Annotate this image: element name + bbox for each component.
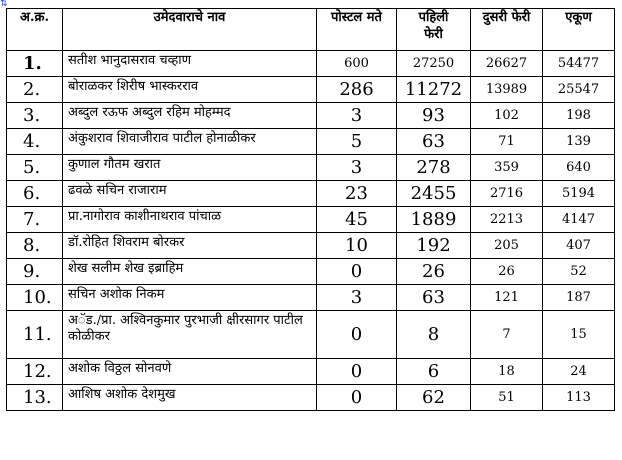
candidate-name-cell: बोराळकर शिरीष भास्करराव xyxy=(63,77,317,103)
table-header-row xyxy=(7,9,615,51)
candidate-name-cell: शेख सलीम शेख इब्राहिम xyxy=(63,259,317,285)
results-table xyxy=(6,8,615,411)
candidate-name-cell: प्रा.नागोराव काशीनाथराव पांचाळ xyxy=(63,207,317,233)
header-second-round: दुसरी फेरी xyxy=(471,9,543,51)
candidate-name-cell: अब्दुल रऊफ अब्दुल रहिम मोहम्मद xyxy=(63,103,317,129)
candidate-name-cell: अशोक विठ्ठल सोनवणे xyxy=(63,359,317,385)
second-round-cell: 18 xyxy=(471,359,543,385)
table-row xyxy=(7,155,615,181)
second-round-cell: 359 xyxy=(471,155,543,181)
table-row xyxy=(7,233,615,259)
header-first-round: पहिली फेरी xyxy=(397,9,471,51)
header-total: एकूण xyxy=(543,9,615,51)
candidate-name-cell: डॉ.रोहित शिवराम बोरकर xyxy=(63,233,317,259)
second-round-cell: 51 xyxy=(471,385,543,411)
candidate-name-cell: कुणाल गौतम खरात xyxy=(63,155,317,181)
serial-cell: 4. xyxy=(7,129,63,155)
header-candidate-name: उमेदवाराचे नाव xyxy=(63,9,317,51)
serial-cell: 7. xyxy=(7,207,63,233)
first-round-cell: 26 xyxy=(397,259,471,285)
total-cell: 15 xyxy=(543,311,615,359)
second-round-cell: 205 xyxy=(471,233,543,259)
first-round-cell: 1889 xyxy=(397,207,471,233)
first-round-cell: 2455 xyxy=(397,181,471,207)
table-row xyxy=(7,311,615,359)
postal-votes-cell: 3 xyxy=(317,155,397,181)
candidate-name-cell: अंकुशराव शिवाजीराव पाटील होनाळीकर xyxy=(63,129,317,155)
first-round-cell: 27250 xyxy=(397,51,471,77)
first-round-cell: 6 xyxy=(397,359,471,385)
postal-votes-cell: 600 xyxy=(317,51,397,77)
postal-votes-cell: 0 xyxy=(317,359,397,385)
postal-votes-cell: 10 xyxy=(317,233,397,259)
candidate-name-cell: आशिष अशोक देशमुख xyxy=(63,385,317,411)
table-row xyxy=(7,77,615,103)
candidate-name-cell: अॅड./प्रा. अश्विनकुमार पुरभाजी क्षीरसागर पाटील कोळीकर xyxy=(63,311,317,359)
second-round-cell: 26627 xyxy=(471,51,543,77)
table-row xyxy=(7,51,615,77)
postal-votes-cell: 0 xyxy=(317,259,397,285)
serial-cell: 9. xyxy=(7,259,63,285)
first-round-cell: 8 xyxy=(397,311,471,359)
postal-votes-cell: 3 xyxy=(317,103,397,129)
first-round-cell: 63 xyxy=(397,129,471,155)
total-cell: 4147 xyxy=(543,207,615,233)
total-cell: 25547 xyxy=(543,77,615,103)
candidate-name-cell: सचिन अशोक निकम xyxy=(63,285,317,311)
second-round-cell: 71 xyxy=(471,129,543,155)
postal-votes-cell: 286 xyxy=(317,77,397,103)
total-cell: 187 xyxy=(543,285,615,311)
serial-cell: 13. xyxy=(7,385,63,411)
first-round-cell: 278 xyxy=(397,155,471,181)
first-round-cell: 192 xyxy=(397,233,471,259)
total-cell: 407 xyxy=(543,233,615,259)
total-cell: 24 xyxy=(543,359,615,385)
table-row xyxy=(7,103,615,129)
postal-votes-cell: 23 xyxy=(317,181,397,207)
second-round-cell: 121 xyxy=(471,285,543,311)
postal-votes-cell: 0 xyxy=(317,311,397,359)
total-cell: 198 xyxy=(543,103,615,129)
header-postal-votes: पोस्टल मते xyxy=(317,9,397,51)
second-round-cell: 102 xyxy=(471,103,543,129)
postal-votes-cell: 5 xyxy=(317,129,397,155)
postal-votes-cell: 0 xyxy=(317,385,397,411)
second-round-cell: 26 xyxy=(471,259,543,285)
serial-cell: 8. xyxy=(7,233,63,259)
postal-votes-cell: 3 xyxy=(317,285,397,311)
first-round-cell: 93 xyxy=(397,103,471,129)
table-row xyxy=(7,359,615,385)
total-cell: 139 xyxy=(543,129,615,155)
candidate-name-cell: ढवळे सचिन राजाराम xyxy=(63,181,317,207)
serial-cell: 2. xyxy=(7,77,63,103)
serial-cell: 6. xyxy=(7,181,63,207)
postal-votes-cell: 45 xyxy=(317,207,397,233)
total-cell: 113 xyxy=(543,385,615,411)
second-round-cell: 13989 xyxy=(471,77,543,103)
first-round-cell: 62 xyxy=(397,385,471,411)
table-row xyxy=(7,207,615,233)
table-row xyxy=(7,259,615,285)
table-row xyxy=(7,385,615,411)
table-row xyxy=(7,181,615,207)
header-serial: अ.क्र. xyxy=(7,9,63,51)
serial-cell: 1. xyxy=(7,51,63,77)
second-round-cell: 2213 xyxy=(471,207,543,233)
serial-cell: 12. xyxy=(7,359,63,385)
serial-cell: 5. xyxy=(7,155,63,181)
table-row xyxy=(7,129,615,155)
total-cell: 640 xyxy=(543,155,615,181)
serial-cell: 10. xyxy=(7,285,63,311)
total-cell: 5194 xyxy=(543,181,615,207)
first-round-cell: 11272 xyxy=(397,77,471,103)
total-cell: 52 xyxy=(543,259,615,285)
first-round-cell: 63 xyxy=(397,285,471,311)
candidate-name-cell: सतीश भानुदासराव चव्हाण xyxy=(63,51,317,77)
table-row xyxy=(7,285,615,311)
second-round-cell: 2716 xyxy=(471,181,543,207)
total-cell: 54477 xyxy=(543,51,615,77)
serial-cell: 3. xyxy=(7,103,63,129)
second-round-cell: 7 xyxy=(471,311,543,359)
serial-cell: 11. xyxy=(7,311,63,359)
expand-handle-icon: ⇅ xyxy=(0,0,8,9)
